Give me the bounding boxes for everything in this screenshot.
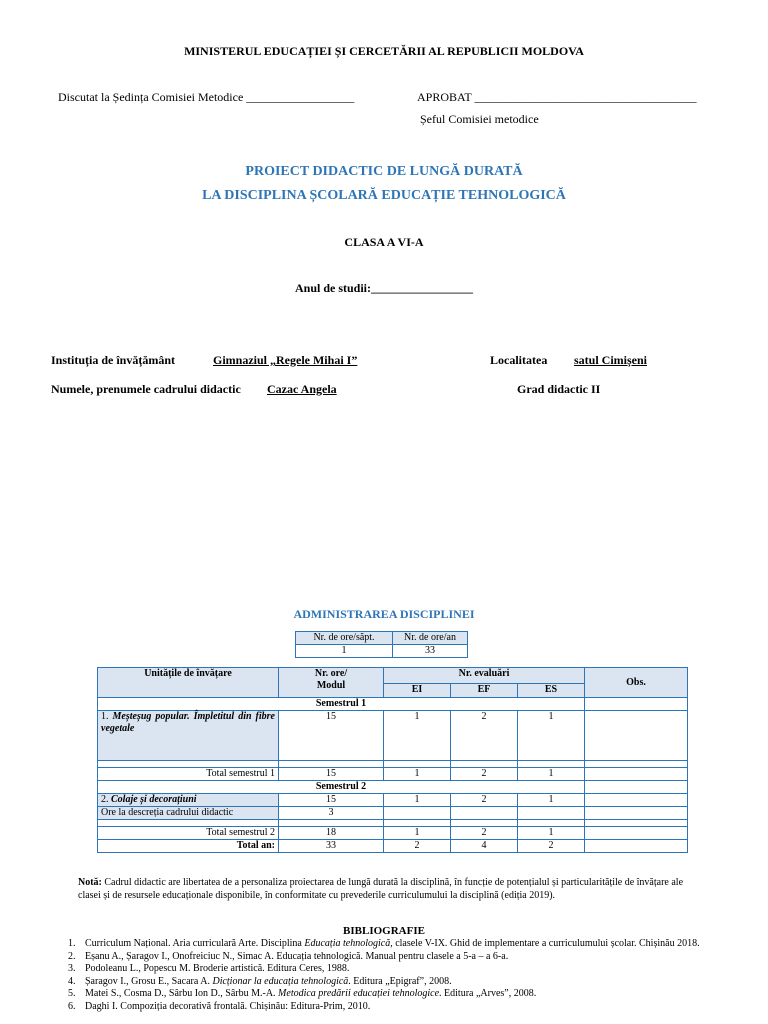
total-an-ore: 33 bbox=[279, 840, 384, 853]
localitate-value: satul Cimișeni bbox=[574, 353, 648, 367]
bibliografie-item bbox=[68, 988, 708, 1001]
anul-studii: Anul de studii:_________________ bbox=[294, 281, 474, 295]
bibliografie-text: Curriculum Național. Aria curriculară Arte. Disciplina bbox=[85, 938, 305, 949]
bibliografie-text-end: , clasele V-IX. Ghid de implementare a curriculumului școlar. Chișinău 2018. bbox=[390, 938, 700, 949]
unitate-2-num: 2. bbox=[101, 794, 109, 805]
header-nr-evaluari: Nr. evaluări bbox=[384, 668, 585, 684]
total-s1-ore: 15 bbox=[279, 768, 384, 781]
spacer-cell bbox=[384, 761, 451, 768]
bibliografie-item bbox=[68, 1001, 708, 1014]
ore-an-value: 33 bbox=[393, 645, 468, 658]
unitate-1-obs bbox=[585, 711, 688, 761]
ore-sapt-value: 1 bbox=[296, 645, 393, 658]
ore-descretie-value: 3 bbox=[279, 807, 384, 820]
bibliografie-text: Șaragov I., Grosu E., Sacara A. bbox=[85, 975, 213, 987]
bibliografie-num: 3. bbox=[68, 963, 76, 974]
bibliografie-title: BIBLIOGRAFIE bbox=[343, 925, 425, 937]
bibliografie-text-end: . Editura „Epigraf”, 2008. bbox=[348, 975, 452, 987]
spacer-cell bbox=[585, 820, 688, 827]
total-s2-obs bbox=[585, 827, 688, 840]
spacer-cell bbox=[98, 761, 279, 768]
discutat-line: Discutat la Ședința Comisiei Metodice __________________ bbox=[58, 90, 355, 104]
bibliografie-num: 5. bbox=[68, 988, 76, 999]
ore-an-header: Nr. de ore/an bbox=[393, 632, 468, 645]
clasa-heading: CLASA A VI-A bbox=[344, 235, 424, 249]
bibliografie-item bbox=[68, 963, 708, 976]
ore-descretie-label: Ore la descreția cadrului didactic bbox=[98, 807, 279, 820]
bibliografie-item bbox=[68, 976, 708, 989]
bibliografie-item bbox=[68, 938, 708, 951]
document-title-line2: LA DISCIPLINA ȘCOLARĂ EDUCAȚIE TEHNOLOGICĂ bbox=[202, 188, 566, 203]
bibliografie-list bbox=[68, 938, 708, 1013]
grad-didactic: Grad didactic II bbox=[517, 382, 601, 396]
header-ei: EI bbox=[384, 684, 451, 698]
total-s1-obs bbox=[585, 768, 688, 781]
ore-table bbox=[295, 631, 468, 658]
total-s2-ef: 2 bbox=[451, 827, 518, 840]
unitate-1 bbox=[98, 711, 279, 761]
total-an-label: Total an: bbox=[98, 840, 279, 853]
empty-cell bbox=[451, 807, 518, 820]
header-nr-ore bbox=[279, 668, 384, 698]
spacer-cell bbox=[384, 820, 451, 827]
unitate-2-title: Colaje și decorațiuni bbox=[111, 794, 197, 805]
header-unitati: Unitățile de învățare bbox=[98, 668, 279, 698]
spacer-cell bbox=[518, 820, 585, 827]
total-s1-ei: 1 bbox=[384, 768, 451, 781]
spacer-cell bbox=[98, 820, 279, 827]
spacer-cell bbox=[279, 820, 384, 827]
institutie-value: Gimnaziul „Regele Mihai I” bbox=[213, 353, 358, 367]
bibliografie-text: Matei S., Cosma D., Sârbu Ion D., Sârbu M.-A. bbox=[85, 988, 279, 999]
spacer-cell bbox=[451, 761, 518, 768]
bibliografie-text: Eșanu A., Șaragov I., Onofreiciuc N., Simac A. Educația tehnologică. Manual pentru clasele a 5-a – a 6-a. bbox=[85, 950, 509, 962]
nume-value: Cazac Angela bbox=[267, 382, 337, 396]
empty-cell bbox=[585, 698, 688, 711]
unitate-2-ef: 2 bbox=[451, 794, 518, 807]
sef-comisie: Șeful Comisiei metodice bbox=[420, 112, 539, 126]
ministry-heading: MINISTERUL EDUCAȚIEI ȘI CERCETĂRII AL REPUBLICII MOLDOVA bbox=[184, 44, 584, 58]
unitate-2-ore: 15 bbox=[279, 794, 384, 807]
unitati-table bbox=[97, 667, 688, 853]
semestrul-2: Semestrul 2 bbox=[98, 781, 585, 794]
institutie-label: Instituția de învățământ bbox=[51, 353, 176, 367]
empty-cell bbox=[585, 781, 688, 794]
unitate-1-title: Meșteșug popular. Împletitul din fibre vegetale bbox=[101, 711, 275, 734]
total-an-es: 2 bbox=[518, 840, 585, 853]
bibliografie-italic: Educația tehnologică bbox=[304, 938, 391, 949]
bibliografie-italic: Metodica predării educației tehnologice bbox=[278, 988, 440, 999]
total-s1-ef: 2 bbox=[451, 768, 518, 781]
header-es: ES bbox=[518, 684, 585, 698]
unitate-1-ore: 15 bbox=[279, 711, 384, 761]
spacer-cell bbox=[451, 820, 518, 827]
bibliografie-text-end: . Editura „Arves”, 2008. bbox=[439, 988, 537, 999]
empty-cell bbox=[518, 807, 585, 820]
administrare-title: ADMINISTRAREA DISCIPLINEI bbox=[293, 607, 475, 621]
spacer-cell bbox=[518, 761, 585, 768]
bibliografie-text: Podoleanu L., Popescu M. Broderie artistică. Editura Ceres, 1988. bbox=[85, 963, 350, 974]
header-nr-ore-line1: Nr. ore/ bbox=[314, 668, 348, 679]
nume-label: Numele, prenumele cadrului didactic bbox=[51, 382, 241, 396]
unitate-1-ei: 1 bbox=[384, 711, 451, 761]
bibliografie-item bbox=[68, 951, 708, 964]
unitate-1-num: 1. bbox=[101, 711, 109, 722]
aprobat-line: APROBAT _____________________________________ bbox=[417, 90, 697, 104]
unitate-2-ei: 1 bbox=[384, 794, 451, 807]
bibliografie-num: 6. bbox=[68, 1000, 76, 1012]
nota-text: Cadrul didactic are libertatea de a personaliza proiectarea de lungă durată la disciplină, în funcție de potențialul și particularitățile de învățare ale clasei și de resursele educaționale disponibile, în conformitate cu prevederile curriculumului la disciplină (ediția 2019). bbox=[78, 877, 684, 901]
unitate-1-es: 1 bbox=[518, 711, 585, 761]
unitate-2 bbox=[98, 794, 279, 807]
total-an-obs bbox=[585, 840, 688, 853]
total-an-ei: 2 bbox=[384, 840, 451, 853]
header-modul: Modul bbox=[316, 680, 346, 691]
ore-sapt-header: Nr. de ore/săpt. bbox=[296, 632, 393, 645]
empty-cell bbox=[585, 807, 688, 820]
spacer-cell bbox=[585, 761, 688, 768]
total-s2-ei: 1 bbox=[384, 827, 451, 840]
bibliografie-text: Daghi I. Compoziția decorativă frontală. Chișinău: Editura-Prim, 2010. bbox=[85, 1000, 371, 1012]
total-s1-es: 1 bbox=[518, 768, 585, 781]
document-title-line1: PROIECT DIDACTIC DE LUNGĂ DURATĂ bbox=[245, 164, 523, 179]
total-s2-es: 1 bbox=[518, 827, 585, 840]
bibliografie-num: 1. bbox=[68, 938, 76, 949]
header-obs: Obs. bbox=[585, 668, 688, 698]
localitate-label: Localitatea bbox=[490, 353, 548, 367]
total-an-ef: 4 bbox=[451, 840, 518, 853]
semestrul-1: Semestrul 1 bbox=[98, 698, 585, 711]
unitate-2-es: 1 bbox=[518, 794, 585, 807]
nota-paragraph bbox=[78, 876, 690, 902]
unitate-2-obs bbox=[585, 794, 688, 807]
bibliografie-num: 4. bbox=[68, 975, 76, 987]
total-semestrul-2-label: Total semestrul 2 bbox=[98, 827, 279, 840]
total-s2-ore: 18 bbox=[279, 827, 384, 840]
header-ef: EF bbox=[451, 684, 518, 698]
total-semestrul-1-label: Total semestrul 1 bbox=[98, 768, 279, 781]
spacer-cell bbox=[279, 761, 384, 768]
bibliografie-italic: Dicționar la educația tehnologică bbox=[212, 975, 349, 987]
nota-label: Notă: bbox=[78, 877, 102, 888]
unitate-1-ef: 2 bbox=[451, 711, 518, 761]
bibliografie-num: 2. bbox=[68, 950, 76, 962]
empty-cell bbox=[384, 807, 451, 820]
